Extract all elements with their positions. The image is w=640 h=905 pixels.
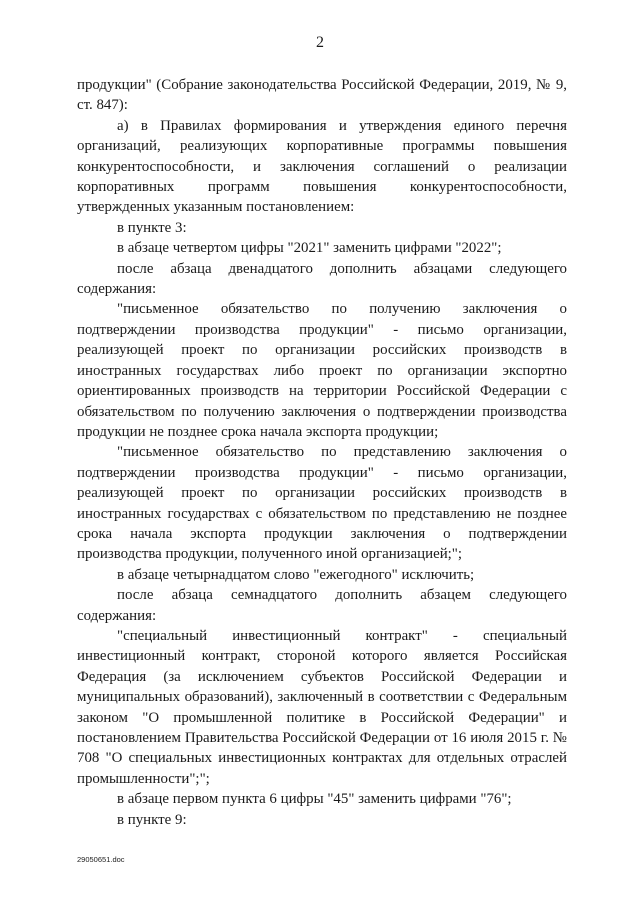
page-number: 2 bbox=[316, 34, 324, 51]
paragraph-point-6: в абзаце первом пункта 6 цифры "45" заменить цифрами "76"; bbox=[117, 791, 512, 808]
paragraph-definition-obtaining: "письменное обязательство по получению заключения о подтверждении производства продукции" - письмо организации, реализующей проект по организации российских производств в иностранных государствах либо проект по организации экспортно ориентированных производств на территории Российской Федерации с обязательством по получению заключения о подтверждении производства продукции не позднее срока начала экспорта продукции; bbox=[77, 301, 567, 440]
paragraph-definition-submitting: "письменное обязательство по представлению заключения о подтверждении производства продукции" - письмо организации, реализующей проект по организации российских производств в иностранных государствах с обязательством по представлению не позднее срока начала экспорта продукции заключения о подтверждении производства продукции, полученного иной организацией;"; bbox=[77, 444, 567, 563]
paragraph-add-after-17: после абзаца семнадцатого дополнить абзацем следующего содержания: bbox=[77, 587, 567, 624]
paragraph-add-after-12: после абзаца двенадцатого дополнить абзацами следующего содержания: bbox=[77, 260, 567, 298]
paragraph-exclude-word: в абзаце четырнадцатом слово "ежегодного" исключить; bbox=[117, 566, 475, 583]
paragraph-amend-year: в абзаце четвертом цифры "2021" заменить цифрами "2022"; bbox=[117, 240, 502, 257]
paragraph-point-3: в пункте 3: bbox=[117, 219, 187, 236]
paragraph-point-9: в пункте 9: bbox=[117, 811, 187, 828]
paragraph-continuation: продукции" (Собрание законодательства Российской Федерации, 2019, № 9, ст. 847): bbox=[77, 77, 567, 114]
paragraph-definition-contract: "специальный инвестиционный контракт" - специальный инвестиционный контракт, стороной которого является Российская Федерация (за исключением субъектов Российской Федерации и муниципальных образований), заключенный в соответствии с Федеральным законом "О промышленной политике в Российской Федерации" и постановлением Правительства Российской Федерации от 16 июля 2015 г. № 708 "О специальных инвестиционных контрактах для отдельных отраслей промышленности";"; bbox=[77, 627, 567, 787]
document-body bbox=[77, 75, 567, 830]
footer-filename: 29050651.doc bbox=[77, 855, 125, 864]
paragraph-item-a: а) в Правилах формирования и утверждения единого перечня организаций, реализующих корпоративные программы повышения конкурентоспособности, и заключения соглашений о реализации корпоративных программ повышения конкурентоспособности, утвержденных указанным постановлением: bbox=[77, 117, 567, 216]
